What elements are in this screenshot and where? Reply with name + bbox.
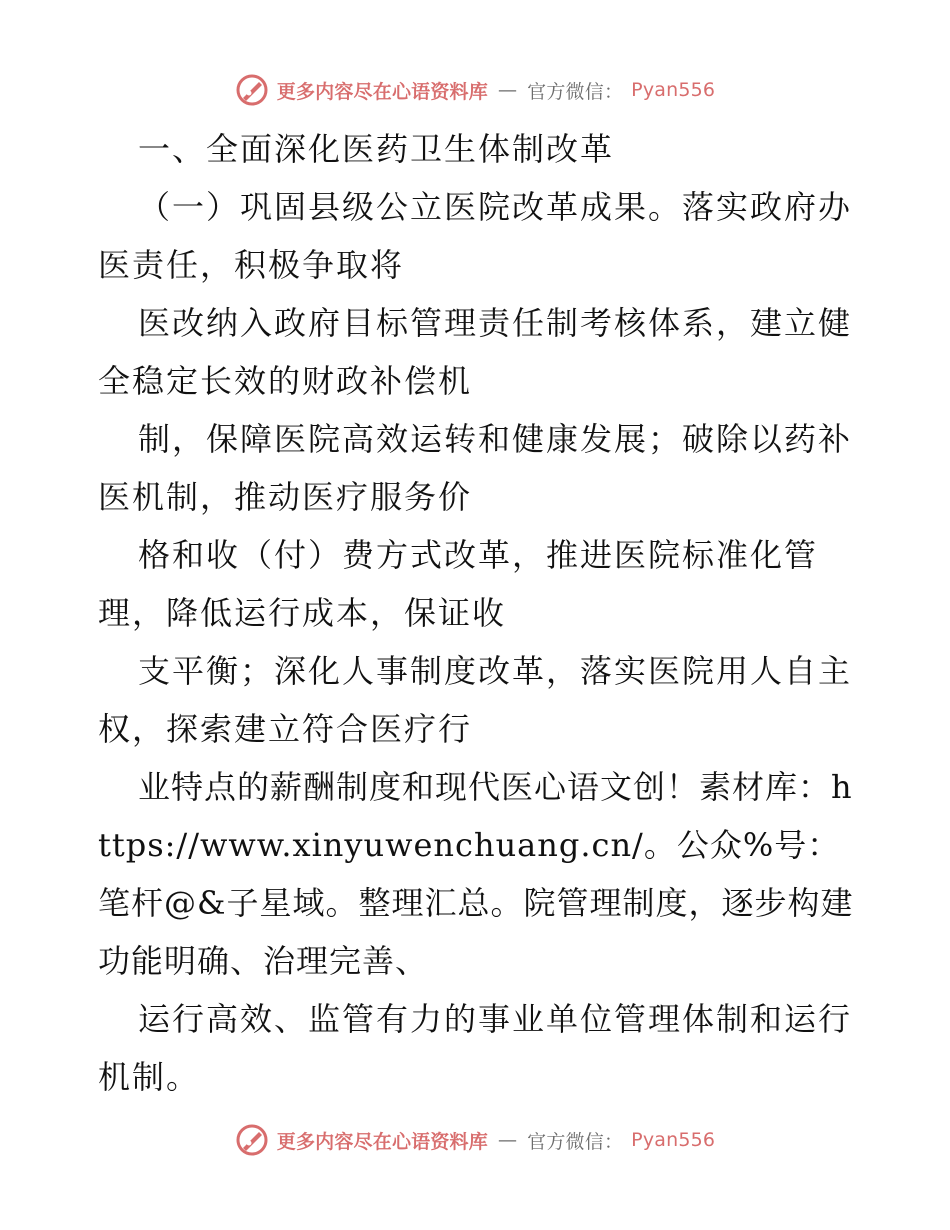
- paragraph: （一）巩固县级公立医院改革成果。落实政府办医责任，积极争取将: [98, 188, 853, 284]
- pen-logo-icon: [235, 1123, 269, 1157]
- paragraph-with-url: 业特点的薪酬制度和现代医心语文创！素材库：https://www.xinyuwenchuang.cn/。公众%号：笔杆@&子星域。整理汇总。院管理制度，逐步构建功能明确、治理完善、: [98, 768, 854, 980]
- paragraph: 格和收（付）费方式改革，推进医院标准化管理，降低运行成本，保证收: [98, 536, 819, 632]
- footer-wechat-id: Pyan556: [631, 1129, 716, 1151]
- footer-promo-text: 更多内容尽在心语资料库: [276, 1130, 488, 1153]
- header-wechat-id: Pyan556: [631, 79, 716, 101]
- paragraph: 制，保障医院高效运转和健康发展；破除以药补医机制，推动医疗服务价: [98, 420, 853, 516]
- header-wechat-label: 官方微信：: [527, 80, 624, 103]
- footer-dash: —: [497, 1129, 518, 1151]
- document-body: [98, 120, 858, 1106]
- section-heading: 一、全面深化医药卫生体制改革: [138, 130, 615, 168]
- paragraph: 医改纳入政府目标管理责任制考核体系，建立健全稳定长效的财政补偿机: [98, 304, 853, 400]
- header-watermark: [0, 70, 950, 110]
- footer-watermark: [0, 1120, 950, 1160]
- header-dash: —: [497, 79, 518, 101]
- footer-wechat-label: 官方微信：: [527, 1130, 624, 1153]
- pen-logo-icon: [235, 73, 269, 107]
- header-promo-text: 更多内容尽在心语资料库: [276, 80, 488, 103]
- paragraph: 运行高效、监管有力的事业单位管理体制和运行机制。: [98, 1000, 853, 1096]
- paragraph: 支平衡；深化人事制度改革，落实医院用人自主权，探索建立符合医疗行: [98, 652, 853, 748]
